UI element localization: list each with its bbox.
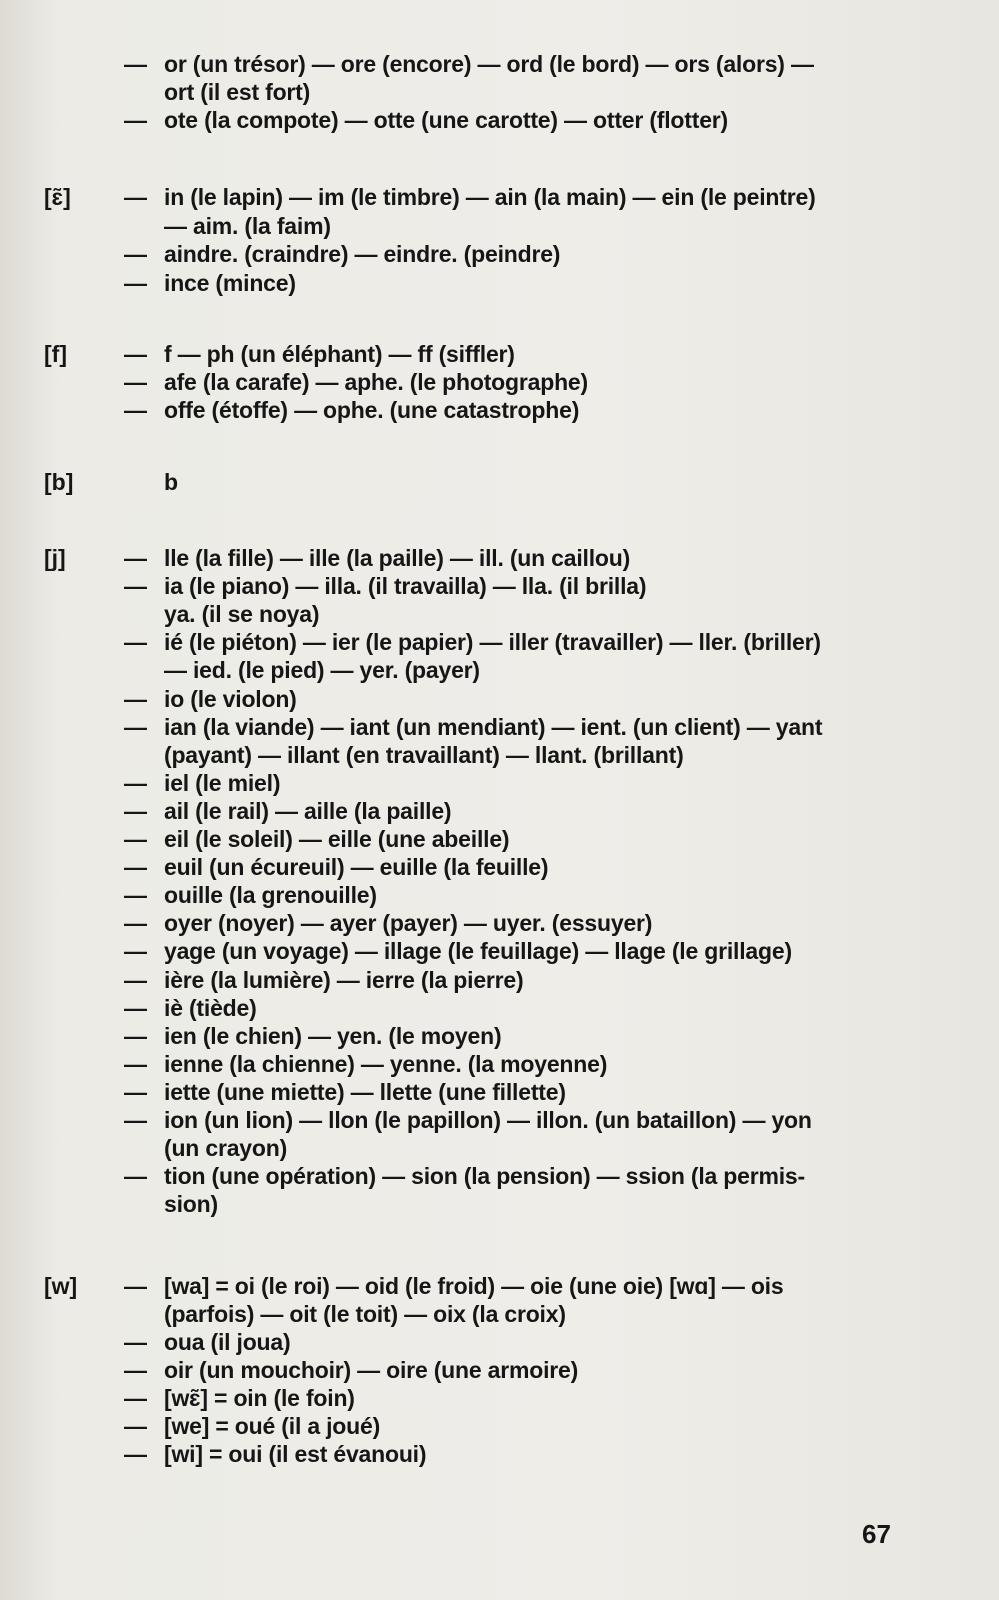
- line-dash: —: [124, 1357, 147, 1383]
- line-dash: —: [124, 545, 147, 571]
- spelling-line: [0, 909, 999, 938]
- spelling-line: [0, 468, 999, 497]
- spelling-line: [0, 797, 999, 826]
- spelling-line: [0, 741, 999, 770]
- spelling-line: [0, 1384, 999, 1413]
- line-dash: —: [124, 938, 147, 965]
- line-dash: —: [124, 994, 147, 1021]
- spelling-line: [0, 881, 999, 910]
- line-text: yage (un voyage) — illage (le feuillage) — llage (le grillage): [164, 938, 792, 965]
- line-dash: —: [124, 1050, 147, 1077]
- spelling-line: [0, 769, 999, 798]
- spelling-line: [0, 340, 999, 369]
- line-text: [wɛ̃] = oin (le foin): [164, 1385, 355, 1411]
- line-text: or (un trésor) — ore (encore) — ord (le bord) — ors (alors) —: [164, 51, 814, 77]
- spelling-line: [0, 572, 999, 601]
- page-number: 67: [862, 1519, 891, 1549]
- line-dash: —: [124, 882, 147, 909]
- spelling-line: [0, 1050, 999, 1079]
- spelling-line: [0, 396, 999, 425]
- spelling-line: [0, 600, 999, 629]
- line-text: ion (un lion) — llon (le papillon) — illon. (un bataillon) — yon: [164, 1107, 812, 1133]
- line-dash: —: [124, 1273, 147, 1299]
- phoneme-symbol: [w]: [44, 1273, 78, 1299]
- spelling-line: [0, 628, 999, 657]
- spelling-line: [0, 1440, 999, 1469]
- line-dash: —: [124, 241, 147, 267]
- line-dash: —: [124, 51, 147, 77]
- spelling-line: [0, 1328, 999, 1357]
- line-dash: —: [124, 685, 147, 712]
- spelling-line: [0, 1162, 999, 1191]
- line-dash: —: [124, 269, 147, 296]
- line-text: f — ph (un éléphant) — ff (siffler): [164, 341, 515, 367]
- line-text: in (le lapin) — im (le timbre) — ain (la main) — ein (le peintre): [164, 184, 816, 210]
- line-text: ia (le piano) — illa. (il travailla) — lla. (il brilla): [164, 573, 647, 600]
- line-dash: —: [124, 1022, 147, 1049]
- spelling-line: [0, 240, 999, 269]
- line-dash: —: [124, 341, 147, 367]
- line-dash: —: [124, 397, 147, 423]
- spelling-line: [0, 1190, 999, 1219]
- line-dash: —: [124, 797, 147, 824]
- spelling-line: [0, 853, 999, 882]
- line-text: (payant) — illant (en travaillant) — llant. (brillant): [164, 741, 684, 768]
- line-text: ort (il est fort): [164, 79, 311, 105]
- line-dash: —: [124, 573, 147, 600]
- spelling-line: [0, 1078, 999, 1107]
- line-dash: —: [124, 1441, 147, 1467]
- line-text: ien (le chien) — yen. (le moyen): [164, 1022, 502, 1049]
- line-text: aindre. (craindre) — eindre. (peindre): [164, 241, 561, 267]
- spelling-line: [0, 1272, 999, 1301]
- line-text: — aim. (la faim): [164, 212, 331, 239]
- spelling-line: [0, 1106, 999, 1135]
- line-dash: —: [124, 910, 147, 937]
- line-text: [wi] = oui (il est évanoui): [164, 1441, 427, 1467]
- spelling-line: [0, 1022, 999, 1051]
- spelling-line: [0, 656, 999, 685]
- line-text: [we] = oué (il a joué): [164, 1413, 381, 1439]
- spelling-line: [0, 966, 999, 995]
- line-dash: —: [124, 184, 147, 210]
- line-text: afe (la carafe) — aphe. (le photographe): [164, 369, 588, 395]
- line-dash: —: [124, 1413, 147, 1439]
- spelling-line: [0, 685, 999, 714]
- line-text: iette (une miette) — llette (une fillette): [164, 1078, 566, 1105]
- spelling-line: [0, 825, 999, 854]
- line-text: ienne (la chienne) — yenne. (la moyenne): [164, 1050, 608, 1077]
- line-dash: —: [124, 966, 147, 993]
- spelling-line: [0, 713, 999, 742]
- spelling-line: [0, 78, 999, 107]
- spelling-line: [0, 106, 999, 135]
- spelling-line: [0, 183, 999, 212]
- line-text: lle (la fille) — ille (la paille) — ill. (un caillou): [164, 545, 631, 571]
- line-text: offe (étoffe) — ophe. (une catastrophe): [164, 397, 580, 423]
- line-text: tion (une opération) — sion (la pension) — ssion (la permis-: [164, 1163, 805, 1190]
- line-dash: —: [124, 1385, 147, 1411]
- spelling-line: [0, 368, 999, 397]
- line-dash: —: [124, 1107, 147, 1133]
- line-text: ya. (il se noya): [164, 601, 320, 628]
- line-text: oua (il joua): [164, 1329, 291, 1355]
- phoneme-symbol: [ɛ̃]: [44, 184, 71, 210]
- line-text: ince (mince): [164, 269, 296, 296]
- line-text: oyer (noyer) — ayer (payer) — uyer. (essuyer): [164, 910, 653, 937]
- phoneme-symbol: [f]: [44, 341, 67, 367]
- line-text: b: [164, 469, 178, 495]
- spelling-line: [0, 1300, 999, 1329]
- line-dash: —: [124, 1163, 147, 1190]
- phoneme-symbol: [j]: [44, 545, 66, 571]
- line-dash: —: [124, 1329, 147, 1355]
- line-text: ian (la viande) — iant (un mendiant) — ient. (un client) — yant: [164, 713, 823, 740]
- line-text: sion): [164, 1191, 218, 1218]
- line-text: ail (le rail) — aille (la paille): [164, 797, 452, 824]
- line-text: ié (le piéton) — ier (le papier) — iller (travailler) — ller. (briller): [164, 629, 821, 656]
- line-dash: —: [124, 713, 147, 740]
- line-text: io (le violon): [164, 685, 297, 712]
- line-text: — ied. (le pied) — yer. (payer): [164, 657, 480, 684]
- line-text: ote (la compote) — otte (une carotte) — otter (flotter): [164, 107, 729, 133]
- spelling-line: [0, 1412, 999, 1441]
- line-text: (parfois) — oit (le toit) — oix (la croix): [164, 1301, 566, 1327]
- phoneme-symbol: [b]: [44, 469, 74, 495]
- line-text: ouille (la grenouille): [164, 882, 377, 909]
- line-dash: —: [124, 107, 147, 133]
- spelling-line: [0, 1134, 999, 1163]
- spelling-line: [0, 212, 999, 241]
- line-text: oir (un mouchoir) — oire (une armoire): [164, 1357, 579, 1383]
- line-dash: —: [124, 854, 147, 881]
- line-dash: —: [124, 826, 147, 852]
- spelling-line: [0, 1356, 999, 1385]
- line-dash: —: [124, 769, 147, 796]
- line-text: (un crayon): [164, 1135, 288, 1162]
- line-text: eil (le soleil) — eille (une abeille): [164, 826, 510, 852]
- spelling-line: [0, 544, 999, 573]
- spelling-line: [0, 269, 999, 298]
- spelling-line: [0, 994, 999, 1023]
- spelling-line: [0, 937, 999, 966]
- line-text: euil (un écureuil) — euille (la feuille): [164, 854, 549, 881]
- line-text: iè (tiède): [164, 994, 257, 1021]
- spelling-line: [0, 50, 999, 79]
- line-text: ière (la lumière) — ierre (la pierre): [164, 966, 524, 993]
- line-text: iel (le miel): [164, 769, 281, 796]
- line-dash: —: [124, 369, 147, 395]
- line-dash: —: [124, 1078, 147, 1105]
- line-dash: —: [124, 629, 147, 656]
- line-text: [wa] = oi (le roi) — oid (le froid) — oie (une oie) [wɑ] — ois: [164, 1273, 784, 1299]
